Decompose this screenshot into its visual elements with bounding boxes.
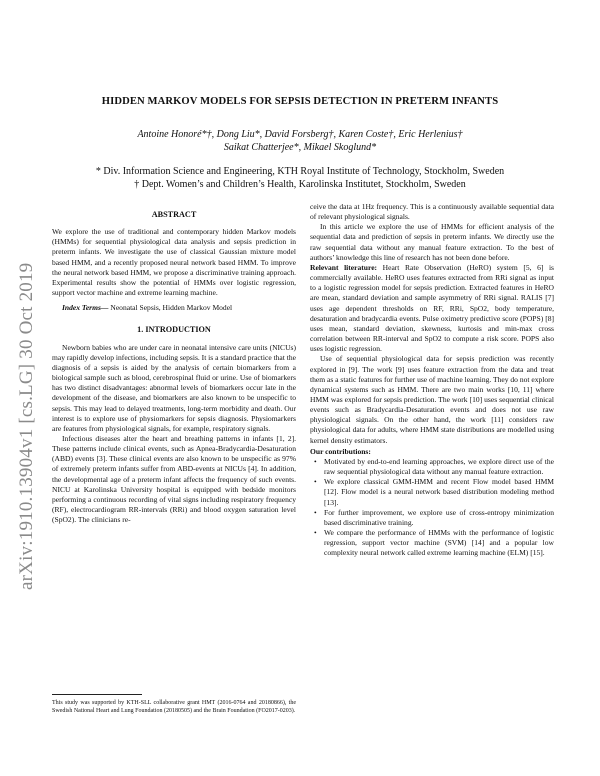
intro-paragraph-1: Newborn babies who are under care in neonatal intensive care units (NICUs) may rapidly develop infections, including sepsis. It is a standard practice that the diagnosis of a sepsis is aided by the analysis of certain biomarkers from a biological sample such as blood, cerebrospinal fluid or urine. Use of biomarkers has two distinct disadvantages: abnormal levels of biomarkers occur late in the development of the disease, and biomarkers are also known to be unspecific to sepsis. This may lead to delayed treatments, long-term morbidity and death. Our interest is to explore use of physiomarkers for sepsis diagnosis. Physiomarkers are features from physiological signals, for example, respiratory signals. <box>52 342 296 433</box>
intro-paragraph-2: Infectious diseases alter the heart and breathing patterns in infants [1, 2]. These patterns include clinical events, such as Apnea-Bradycardia-Desaturation (ABD) events [3]. These clinical events are also known to be unspecific as 97% of extremely preterm infants suffer from ABD-events at NICUs [4]. In addition, the developmental age of a preterm infant affects the frequency of such events. NICU at Karolinska University hospital is equipped with bedside monitors performing a continuous recording of vital signs including respiratory frequency (RF), electrocardiogram RR-intervals (RRi) and blood oxygen saturation level (SpO2). The clinicians re- <box>52 433 296 525</box>
footnote-rule <box>52 694 142 695</box>
introduction-heading: 1. INTRODUCTION <box>137 325 211 335</box>
contribution-item: • For further improvement, we explore use of cross-entropy minimization based discriminative training. <box>324 508 554 528</box>
funding-footnote: This study was supported by KTH-SLL collaborative grant HMT (2016-0764 and 20180866), the Swedish National Heart and Lung Foundation (20180505) and the Brain Foundation (FO2017-0203). <box>52 700 296 715</box>
index-terms-text: Neonatal Sepsis, Hidden Markov Model <box>108 303 233 313</box>
abstract-text: We explore the use of traditional and contemporary hidden Markov models (HMMs) for sequential physiological data analysis and sepsis prediction in preterm infants. We investigate the use of classical Gaussian mixture model based HMM, and a recently proposed neural network based HMM. To improve the neural network based HMM, we propose a discriminative training approach. Experimental results show the potential of HMMs over logistic regression, support vector machine and extreme learning machine. <box>52 227 296 298</box>
sequential-data-paragraph: Use of sequential physiological data for sepsis prediction was recently explored in [9]. The work [9] uses feature extraction from the data and treat them as a static features for further use of machine learning. They do not explore dynamical systems such as HMM. There are two main works [10, 11] where HMM was explored for sepsis prediction. The work [10] uses sequential clinical events such as Bradycardia-Desaturation events and does not use raw physiological signals. On the other hand, the work [11] considers raw physiological data for adults, where HMM state distributions are modelled using kernel density estimators. <box>310 354 554 445</box>
contributions-heading: Our contributions: <box>310 446 371 456</box>
index-terms-label: Index Terms— <box>62 303 109 313</box>
relevant-literature-label: Relevant literature: <box>310 262 378 272</box>
authors-line-1: Antoine Honoré*†, Dong Liu*, David Forsberg†, Karen Coste†, Eric Herlenius† <box>137 129 463 140</box>
right-column <box>310 202 554 558</box>
author-list <box>0 128 600 154</box>
affiliation-kth: * Div. Information Science and Engineering, KTH Royal Institute of Technology, Stockholm, Sweden <box>95 166 505 177</box>
affiliations <box>0 165 600 191</box>
paper-title: HIDDEN MARKOV MODELS FOR SEPSIS DETECTION IN PRETERM INFANTS <box>101 96 499 107</box>
relevant-literature <box>310 263 554 354</box>
affiliation-karolinska: † Dept. Women’s and Children’s Health, Karolinska Institutet, Stockholm, Sweden <box>134 179 466 190</box>
article-paragraph: In this article we explore the use of HMMs for efficient analysis of the sequential data and prediction of sepsis in preterm infants. We directly use the raw sequential data without any manual feature extraction. To the best of authors’ knowledge this line of research has not been done before. <box>310 222 554 262</box>
contributions-list <box>310 457 554 559</box>
contribution-item: • We compare the performance of HMMs with the performance of logistic regression, support vector machine (SVM) [14] and a popular low complexity neural network called extreme learning machine (ELM) [15]. <box>324 528 554 558</box>
left-column <box>52 206 296 525</box>
index-terms <box>52 303 296 313</box>
contribution-item: • We explore classical GMM-HMM and recent Flow model based HMM [12]. Flow model is a neural network based distribution modeling method [13]. <box>324 477 554 507</box>
authors-line-2: Saikat Chatterjee*, Mikael Skoglund* <box>223 142 377 153</box>
arxiv-sidebar <box>6 190 37 590</box>
arxiv-identifier: arXiv:1910.13904v1 [cs.LG] 30 Oct 2019 <box>16 262 37 590</box>
relevant-literature-text: Heart Rate Observation (HeRO) system [5, 6] is commercially available. HeRO uses features extracted from RRi signal as input to a logistic regression model for sepsis prediction. Extracted features in HeRO are mean, standard deviation and sample asymmetry of RRi signal. RALIS [7] uses age dependent thresholds on RF, RRi, SpO2, body temperature, desaturation and bradycardia events. Pulse oximetry predictive score (POPS) [8] uses mean, standard deviation, skewness, kurtosis and min-max cross correlation between RR-interval and SpO2 to compute a risk score. POPS also uses logistic regression. <box>310 262 554 354</box>
intro-continuation: ceive the data at 1Hz frequency. This is a continuously available sequential data of relevant physiological signals. <box>310 202 554 222</box>
contribution-item: • Motivated by end-to-end learning approaches, we explore direct use of the raw sequential physiological data without any manual feature extraction. <box>324 457 554 477</box>
abstract-heading: ABSTRACT <box>151 210 197 219</box>
